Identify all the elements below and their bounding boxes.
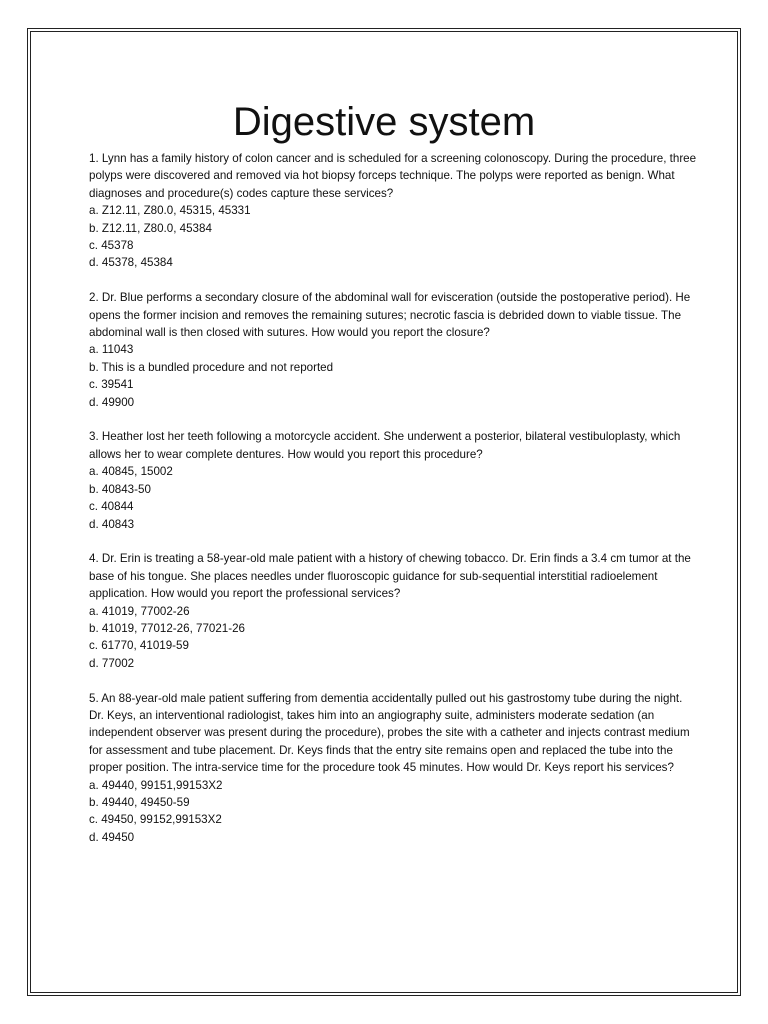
- question-2: [89, 289, 699, 411]
- answer-option: b. 41019, 77012-26, 77021-26: [89, 621, 246, 635]
- answer-option: d. 49900: [89, 395, 135, 409]
- answer-option: b. Z12.11, Z80.0, 45384: [89, 221, 212, 235]
- answer-option: a. Z12.11, Z80.0, 45315, 45331: [89, 204, 251, 218]
- question-1: [89, 150, 699, 272]
- answer-option: a. 49440, 99151,99153X2: [89, 778, 223, 792]
- question-text: 5. An 88-year-old male patient suffering from dementia accidentally pulled out his gastrostomy tube during the night. Dr. Keys, an interventional radiologist, takes him into an angiography suite, administers moderate sedation (an independent observer was present during the procedure), probes the site with a catheter and injects contrast medium for assessment and tube placement. Dr. Keys finds that the entry site remains open and replaced the tube into the proper position. The intra-service time for the procedure took 45 minutes. How would Dr. Keys report his services?: [89, 691, 690, 775]
- answer-option: c. 61770, 41019-59: [89, 639, 189, 653]
- answer-option: b. This is a bundled procedure and not reported: [89, 360, 334, 374]
- answer-option: b. 49440, 49450-59: [89, 795, 190, 809]
- answer-option: a. 11043: [89, 343, 134, 357]
- answer-option: c. 39541: [89, 378, 134, 392]
- question-text: 2. Dr. Blue performs a secondary closure of the abdominal wall for evisceration (outside the postoperative period). He opens the former incision and removes the remaining sutures; necrotic fascia is debrided down to viable tissue. The abdominal wall is then closed with sutures. How would you report the closure?: [89, 291, 691, 340]
- question-5: [89, 690, 699, 847]
- answer-option: c. 45378: [89, 239, 134, 253]
- answer-option: d. 45378, 45384: [89, 256, 173, 270]
- question-text: 3. Heather lost her teeth following a motorcycle accident. She underwent a posterior, bilateral vestibuloplasty, which allows her to wear complete dentures. How would you report this procedure?: [89, 430, 681, 461]
- answer-option: d. 77002: [89, 656, 135, 670]
- question-4: [89, 550, 699, 672]
- answer-option: b. 40843-50: [89, 482, 151, 496]
- question-text: 1. Lynn has a family history of colon cancer and is scheduled for a screening colonoscopy. During the procedure, three polyps were discovered and removed via hot biopsy forceps technique. The polyps were reported as benign. What diagnoses and procedure(s) codes capture these services?: [89, 152, 697, 200]
- page-title: Digestive system: [232, 100, 536, 144]
- answer-option: a. 40845, 15002: [89, 465, 173, 479]
- question-3: [89, 428, 699, 532]
- answer-option: d. 49450: [89, 830, 135, 844]
- answer-option: d. 40843: [89, 517, 135, 531]
- question-list: [89, 150, 699, 864]
- answer-option: a. 41019, 77002-26: [89, 604, 190, 618]
- answer-option: c. 40844: [89, 500, 134, 514]
- question-text: 4. Dr. Erin is treating a 58-year-old male patient with a history of chewing tobacco. Dr. Erin finds a 3.4 cm tumor at the base of his tongue. She places needles under fluoroscopic guidance for sub-sequential interstitial radioelement application. How would you report the professional services?: [89, 552, 691, 601]
- answer-option: c. 49450, 99152,99153X2: [89, 813, 222, 827]
